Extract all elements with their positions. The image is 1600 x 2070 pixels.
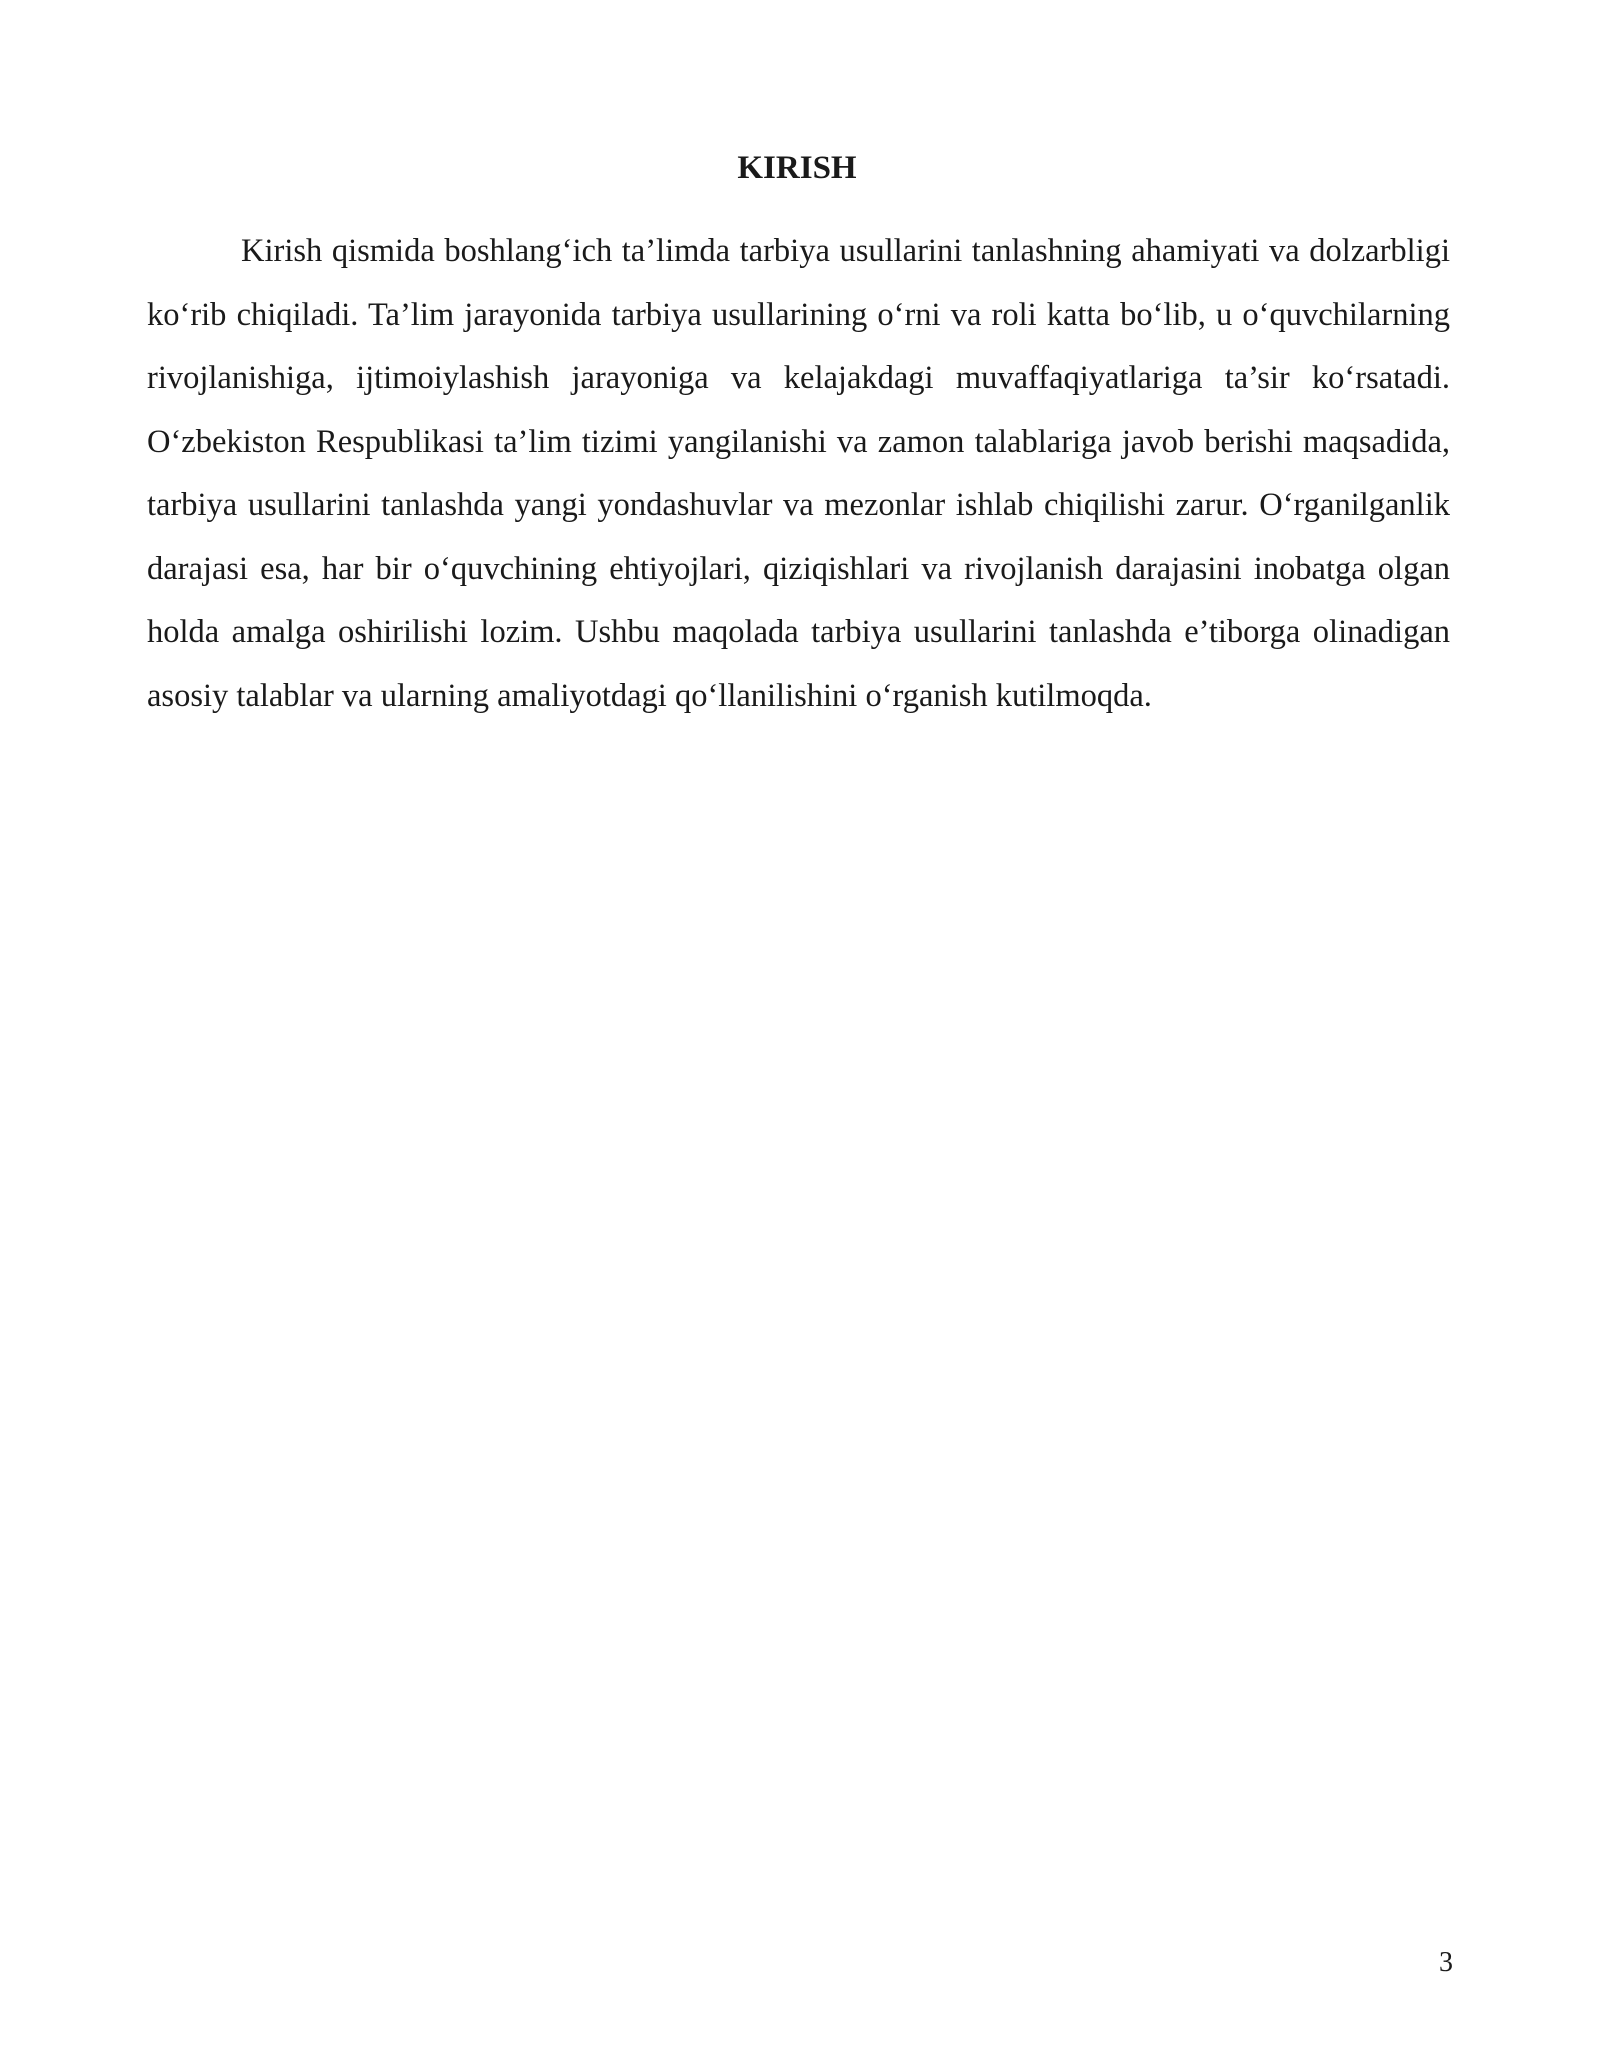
page-number: 3	[1439, 1947, 1453, 1978]
section-heading: KIRISH	[737, 150, 857, 186]
body-paragraph: Kirish qismida boshlang‘ich ta’limda tarbiya usullarini tanlashning ahamiyati va dolzarbligi ko‘rib chiqiladi. Ta’lim jarayonida tarbiya usullarining o‘rni va roli katta bo‘lib, u o‘quvchilarning rivojlanishiga, ijtimoiylashish jarayoniga va kelajakdagi muvaffaqiyatlariga ta’sir ko‘rsatadi. O‘zbekiston Respublikasi ta’lim tizimi yangilanishi va zamon talablariga javob berishi maqsadida, tarbiya usullarini tanlashda yangi yondashuvlar va mezonlar ishlab chiqilishi zarur. O‘rganilganlik darajasi esa, har bir o‘quvchining ehtiyojlari, qiziqishlari va rivojlanish darajasini inobatga olgan holda amalga oshirilishi lozim. Ushbu maqolada tarbiya usullarini tanlashda e’tiborga olinadigan asosiy talablar va ularning amaliyotdagi qo‘llanilishini o‘rganish kutilmoqda.	[147, 233, 1450, 714]
